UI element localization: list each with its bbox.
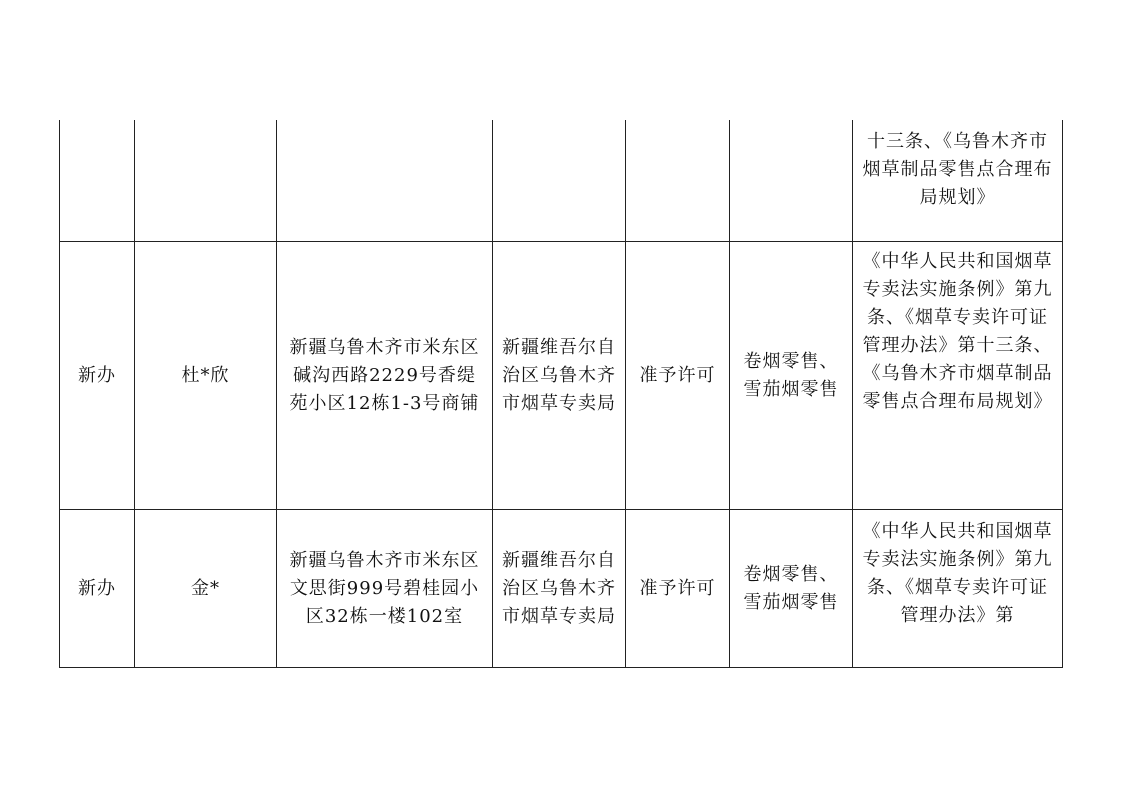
cell-scope: 卷烟零售、雪茄烟零售 — [730, 510, 853, 668]
cell-name — [135, 120, 277, 242]
cell-address: 新疆乌鲁木齐市米东区碱沟西路2229号香缇苑小区12栋1-3号商铺 — [277, 242, 493, 510]
cell-address — [277, 120, 493, 242]
cell-basis-text: 《中华人民共和国烟草专卖法实施条例》第九条、《烟草专卖许可证管理办法》第 — [862, 521, 1053, 626]
table-row — [60, 510, 1063, 668]
cell-type: 新办 — [60, 242, 135, 510]
cell-decision: 准予许可 — [626, 242, 730, 510]
cell-basis: 十三条、《乌鲁木齐市烟草制品零售点合理布局规划》 — [853, 120, 1063, 242]
permit-table — [59, 120, 1063, 668]
cell-scope: 卷烟零售、雪茄烟零售 — [730, 242, 853, 510]
cell-authority — [493, 120, 626, 242]
table-row — [60, 242, 1063, 510]
cell-basis: 《中华人民共和国烟草专卖法实施条例》第九条、《烟草专卖许可证管理办法》第十三条、《乌鲁木齐市烟草制品零售点合理布局规划》 — [853, 242, 1063, 510]
cell-decision: 准予许可 — [626, 510, 730, 668]
cell-type — [60, 120, 135, 242]
cell-authority: 新疆维吾尔自治区乌鲁木齐市烟草专卖局 — [493, 242, 626, 510]
cell-name: 杜*欣 — [135, 242, 277, 510]
table-row — [60, 120, 1063, 242]
cell-address: 新疆乌鲁木齐市米东区文思街999号碧桂园小区32栋一楼102室 — [277, 510, 493, 668]
cell-name: 金* — [135, 510, 277, 668]
cell-decision — [626, 120, 730, 242]
cell-type: 新办 — [60, 510, 135, 668]
cell-scope — [730, 120, 853, 242]
cell-authority: 新疆维吾尔自治区乌鲁木齐市烟草专卖局 — [493, 510, 626, 668]
cell-basis — [853, 510, 1063, 668]
